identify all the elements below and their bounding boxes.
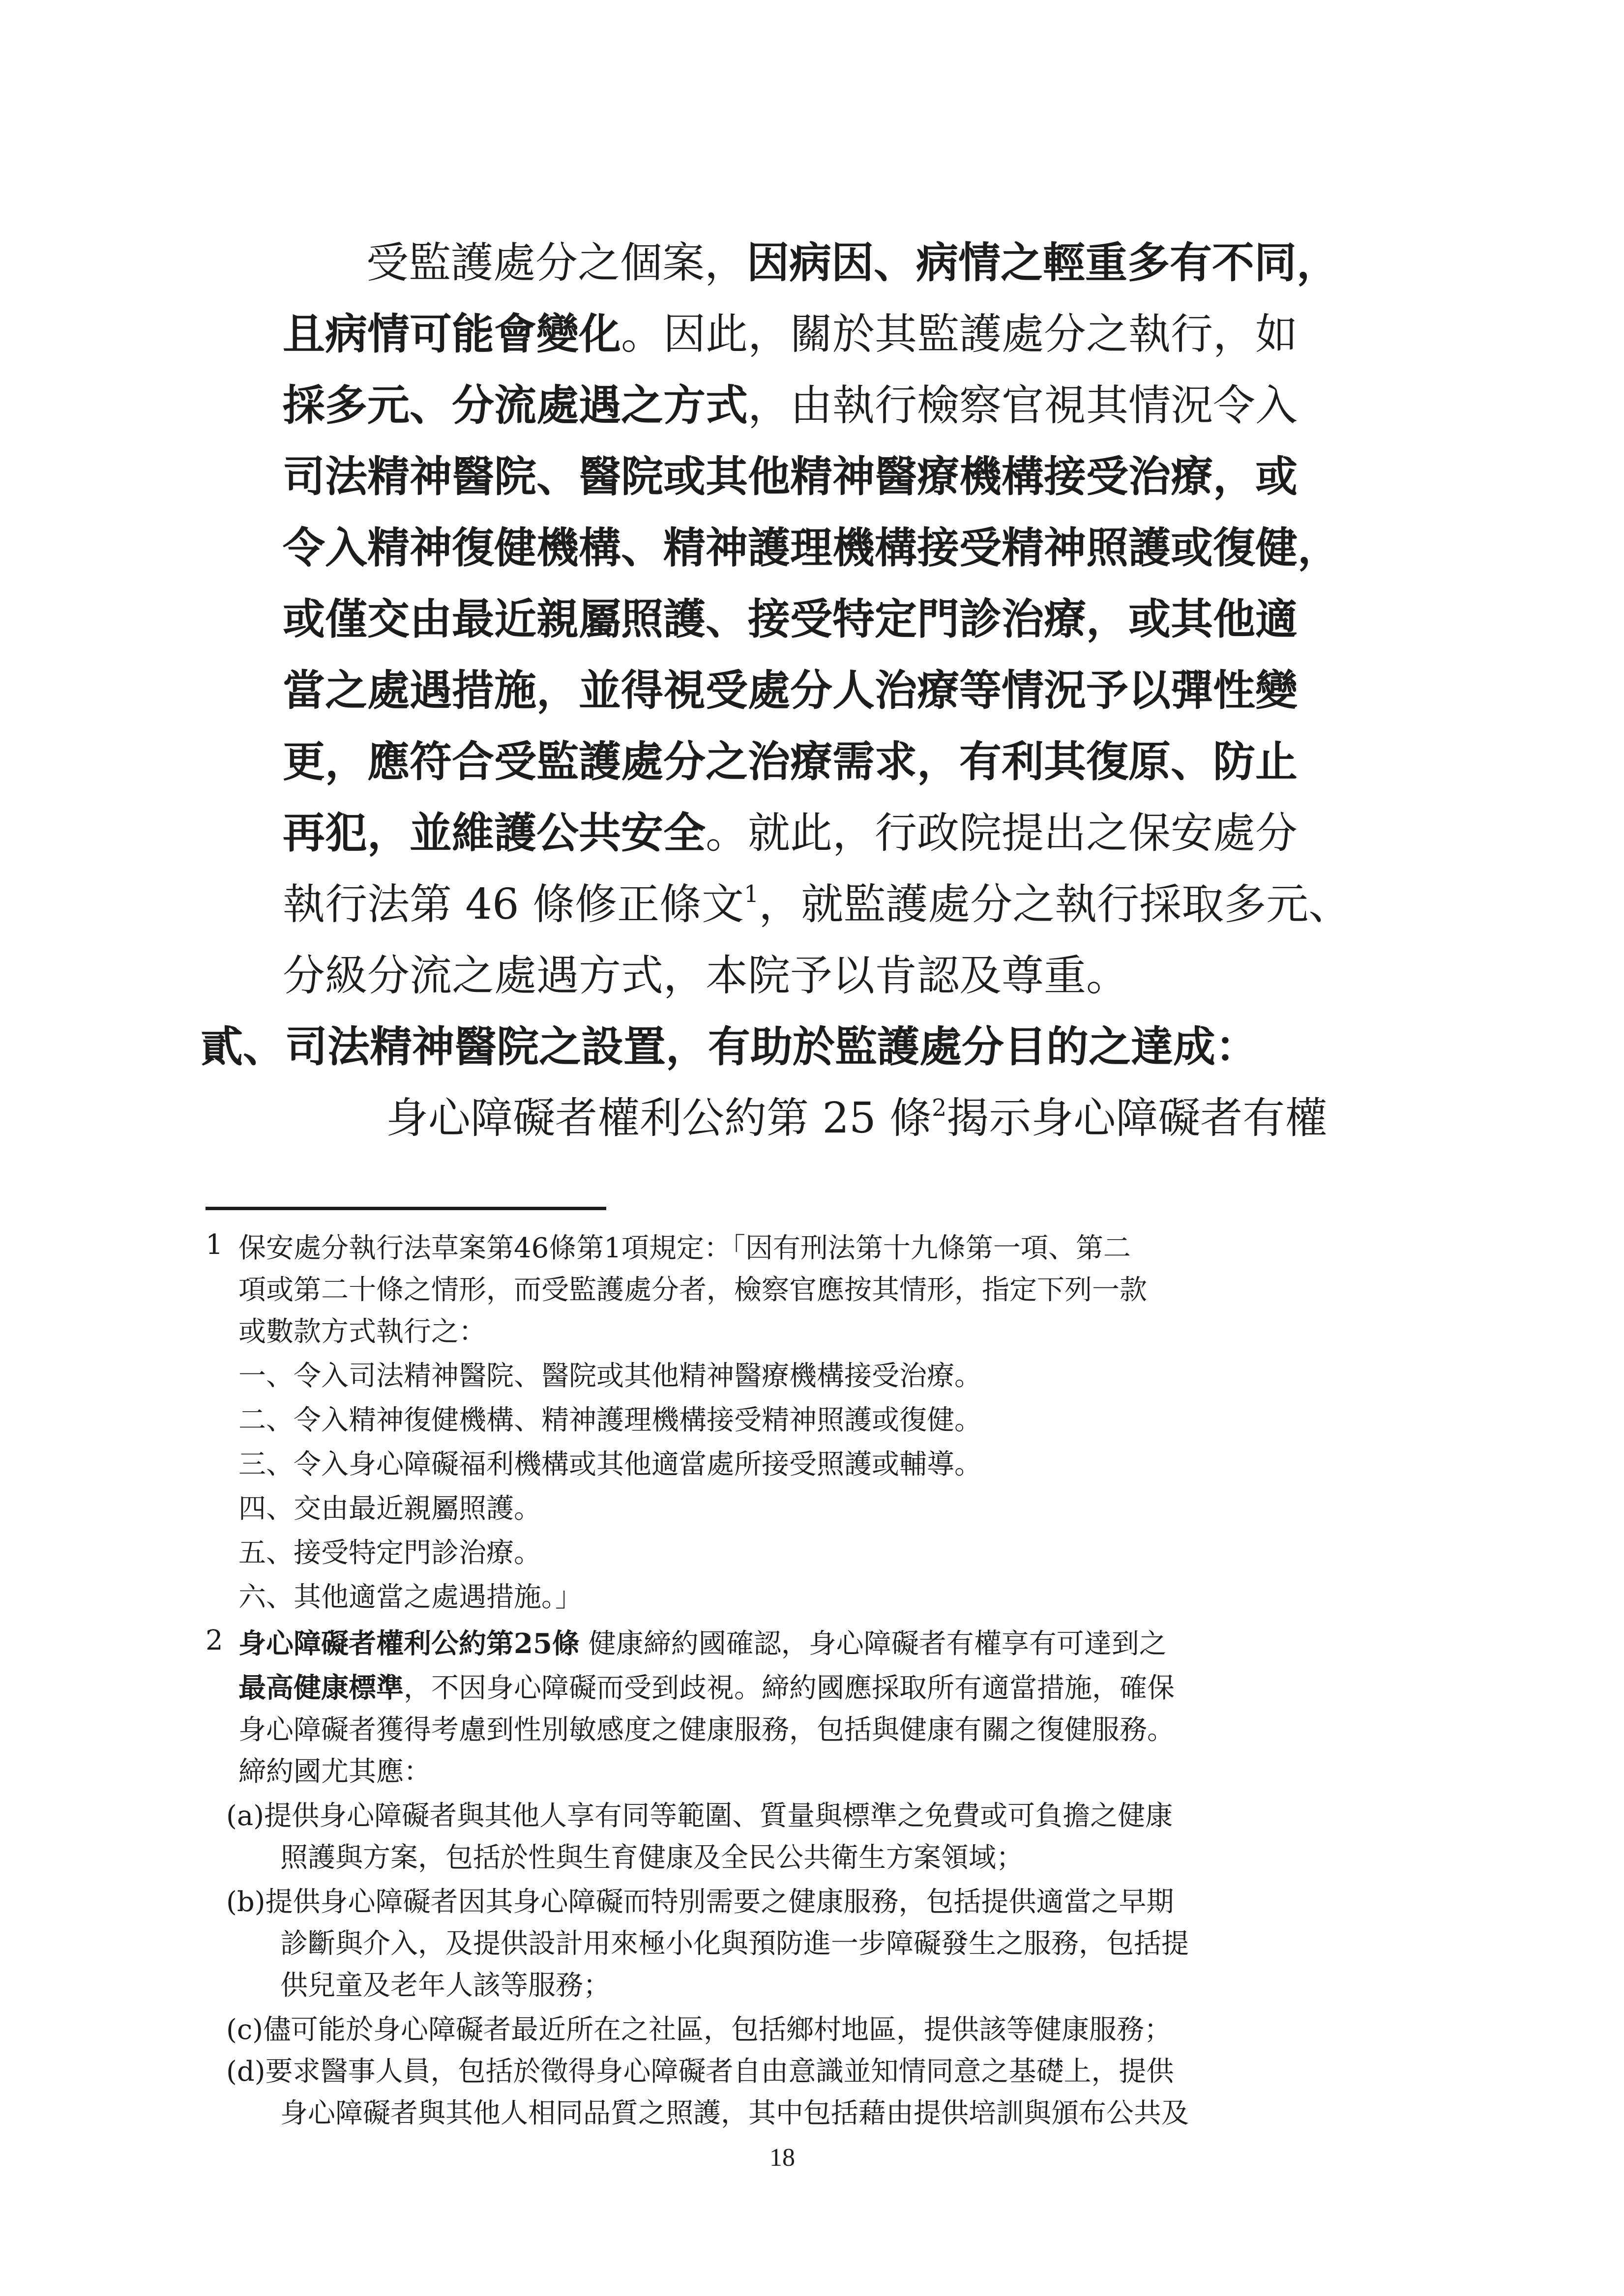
- text-run: 執行法第 46 條修正條文: [283, 880, 744, 929]
- paragraph-line-10: [283, 870, 1351, 931]
- footnote-2-item: (b)提供身心障礙者因其身心障礙而特別需要之健康服務，包括提供適當之早期: [226, 1886, 1174, 1918]
- footnote-1-line: 或數款方式執行之：: [238, 1316, 486, 1348]
- footnote-2-line: [238, 1622, 1167, 1661]
- paragraph-line-5: 令入精神復健機構、精神護理機構接受精神照護或復健，: [283, 523, 1340, 573]
- text-run: 。因此，關於其監護處分之執行，如: [621, 310, 1298, 359]
- footnote-2-item-cont: 供兒童及老年人該等服務；: [280, 1970, 611, 2002]
- text-run: ，由執行檢察官視其情況令入: [748, 381, 1298, 430]
- footnote-1-line: 保安處分執行法草案第46條第1項規定：「因有刑法第十九條第一項、第二: [238, 1232, 1131, 1264]
- footnote-separator: [206, 1207, 606, 1210]
- paragraph-line-1: [366, 229, 1339, 290]
- footnote-ref-1[interactable]: 1: [744, 880, 759, 908]
- paragraph-line-12: [386, 1084, 1327, 1145]
- footnote-2-line: 身心障礙者獲得考慮到性別敏感度之健康服務，包括與健康有關之復健服務。: [238, 1714, 1175, 1746]
- footnote-1-line: 項或第二十條之情形，而受監護處分者，檢察官應按其情形，指定下列一款: [238, 1274, 1147, 1306]
- footnote-2-item: (a)提供身心障礙者與其他人享有同等範圍、質量與標準之免費或可負擔之健康: [226, 1800, 1173, 1832]
- text-run: 健康締約國確認，身心障礙者有權享有可達到之: [579, 1628, 1167, 1660]
- paragraph-line-7: 當之處遇措施，並得視受處分人治療等情況予以彈性變: [283, 666, 1298, 715]
- footnote-1-item: 四、交由最近親屬照護。: [238, 1493, 541, 1525]
- page-number: 18: [769, 2144, 795, 2172]
- footnote-1-item: 五、接受特定門診治療。: [238, 1537, 541, 1569]
- footnote-2-line: 締約國尤其應：: [238, 1756, 431, 1788]
- paragraph-line-6: 或僅交由最近親屬照護、接受特定門診治療，或其他適: [283, 594, 1298, 644]
- text-run: ，不因身心障礙而受到歧視。締約國應採取所有適當措施，確保: [404, 1672, 1175, 1704]
- text-run: 揭示身心障礙者有權: [946, 1094, 1328, 1143]
- text-run: 身心障礙者權利公約第 25 條: [386, 1094, 932, 1143]
- text-run-bold: 最高健康標準: [238, 1672, 404, 1704]
- footnote-2-mark: 2: [206, 1625, 223, 1657]
- footnote-2-line: [238, 1666, 1175, 1706]
- footnote-1-item: 二、令入精神復健機構、精神護理機構接受精神照護或復健。: [238, 1404, 982, 1436]
- text-run-bold: 因病因、病情之輕重多有不同，: [747, 238, 1339, 288]
- paragraph-line-9: [283, 799, 1298, 860]
- footnote-1-item: 三、令入身心障礙福利機構或其他適當處所接受照護或輔導。: [238, 1449, 982, 1481]
- paragraph-line-11: 分級分流之處遇方式，本院予以肯認及尊重。: [283, 951, 1128, 1000]
- text-run: 受監護處分之個案，: [366, 238, 747, 288]
- paragraph-line-3: [283, 371, 1298, 432]
- paragraph-line-4: 司法精神醫院、醫院或其他精神醫療機構接受治療，或: [283, 452, 1298, 501]
- footnote-2-item-cont: 診斷與介入，及提供設計用來極小化與預防進一步障礙發生之服務，包括提: [280, 1928, 1189, 1960]
- footnote-1-item: 六、其他適當之處遇措施。」: [238, 1581, 583, 1613]
- text-run-bold: 身心障礙者權利公約第25條: [238, 1628, 580, 1660]
- footnote-1-mark: 1: [206, 1229, 223, 1261]
- text-run-bold: 再犯，並維護公共安全: [283, 808, 706, 858]
- text-run: ，就監護處分之執行採取多元、: [759, 880, 1351, 929]
- footnote-2-item: (d)要求醫事人員，包括於徵得身心障礙者自由意識並知情同意之基礎上，提供: [226, 2056, 1174, 2088]
- text-run-bold: 且病情可能會變化: [283, 309, 621, 359]
- text-run-bold: 採多元、分流處遇之方式: [283, 380, 748, 430]
- footnote-2-item-cont: 照護與方案，包括於性與生育健康及全民公共衛生方案領域；: [280, 1842, 1024, 1874]
- paragraph-line-2: [283, 300, 1298, 361]
- section-heading: 貳、司法精神醫院之設置，有助於監護處分目的之達成：: [201, 1022, 1258, 1072]
- text-run: 。就此，行政院提出之保安處分: [706, 809, 1298, 858]
- footnote-2-item: (c)儘可能於身心障礙者最近所在之社區，包括鄉村地區，提供該等健康服務；: [226, 2014, 1172, 2046]
- footnote-ref-2[interactable]: 2: [932, 1094, 947, 1122]
- paragraph-line-8: 更，應符合受監護處分之治療需求，有利其復原、防止: [283, 737, 1298, 786]
- footnote-1-item: 一、令入司法精神醫院、醫院或其他精神醫療機構接受治療。: [238, 1360, 982, 1392]
- footnote-2-item-cont: 身心障礙者與其他人相同品質之照護，其中包括藉由提供培訓與頒布公共及: [280, 2097, 1189, 2129]
